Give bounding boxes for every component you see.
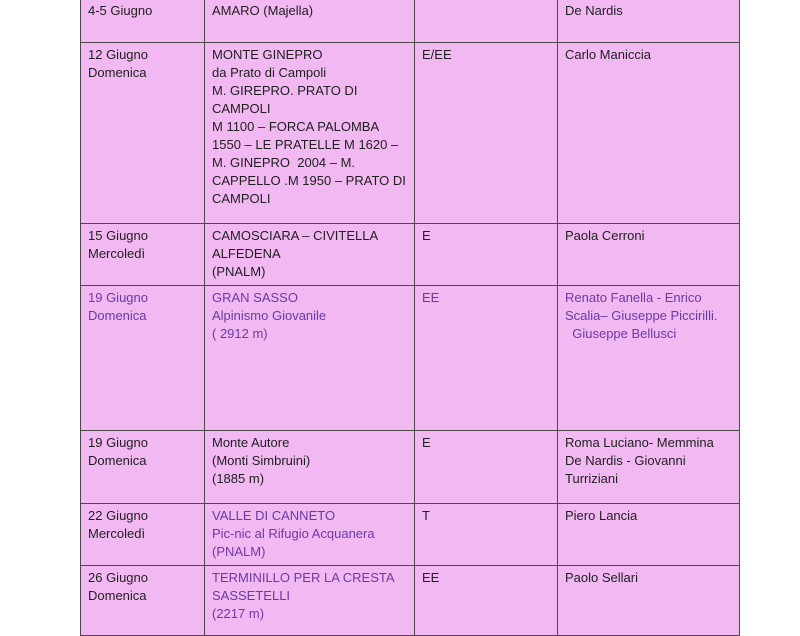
difficulty-cell	[415, 43, 558, 224]
difficulty-value	[422, 0, 551, 2]
difficulty-value: T	[422, 508, 430, 523]
leaders-cell	[558, 431, 740, 504]
date-cell	[81, 566, 205, 636]
destination-cell	[205, 224, 415, 286]
destination-line: Monte Autore	[212, 435, 290, 450]
destination-line: (2217 m)	[212, 606, 265, 621]
difficulty-cell	[415, 0, 558, 43]
destination-cell	[205, 43, 415, 224]
destination-line: (Monti Simbruini)	[212, 453, 311, 468]
leaders-cell	[558, 286, 740, 431]
date-line: Domenica	[88, 65, 147, 80]
date-line: 22 Giugno	[88, 508, 148, 523]
leaders-cell	[558, 224, 740, 286]
date-cell	[81, 43, 205, 224]
leaders-line: Paolo Sellari	[565, 570, 638, 585]
destination-line: M. GIREPRO. PRATO DI CAMPOLI	[212, 83, 362, 116]
destination-line: (PNALM)	[212, 264, 266, 279]
date-line: 19 Giugno	[88, 435, 148, 450]
destination-line: GRAN SASSO	[212, 290, 298, 305]
table-row	[81, 504, 740, 566]
leaders-line: Carlo Maniccia	[565, 47, 651, 62]
destination-line: M 1100 – FORCA PALOMBA	[212, 119, 380, 134]
destination-line: 1550 – LE PRATELLE M 1620 –	[212, 137, 399, 152]
difficulty-cell	[415, 566, 558, 636]
date-line: 4-5 Giugno	[88, 3, 153, 18]
difficulty-value: EE	[422, 290, 440, 305]
destination-cell	[205, 286, 415, 431]
destination-cell	[205, 431, 415, 504]
leaders-cell	[558, 0, 740, 43]
destination-line: CAMOSCIARA – CIVITELLA	[212, 228, 379, 243]
date-line: 19 Giugno	[88, 290, 148, 305]
date-line: Domenica	[88, 588, 147, 603]
destination-line: VALLE DI CANNETO	[212, 508, 336, 523]
destination-line: Pic-nic al Rifugio Acquanera	[212, 526, 375, 541]
leaders-cell	[558, 43, 740, 224]
table-row	[81, 431, 740, 504]
leaders-line: Renato Fanella - Enrico	[565, 290, 702, 305]
destination-line: (PNALM)	[212, 544, 266, 559]
difficulty-cell	[415, 286, 558, 431]
date-line: 26 Giugno	[88, 570, 148, 585]
destination-line: AMARO (Majella)	[212, 3, 314, 18]
date-line: Mercoledì	[88, 246, 146, 261]
destination-line: TERMINILLO PER LA CRESTA	[212, 570, 395, 585]
leaders-line: De Nardis - Giovanni	[565, 453, 686, 468]
difficulty-cell	[415, 224, 558, 286]
destination-line: CAPPELLO .M 1950 – PRATO DI	[212, 173, 406, 188]
destination-line: SASSETELLI	[212, 588, 291, 603]
destination-line: da Prato di Campoli	[212, 65, 327, 80]
destination-line: M. GINEPRO 2004 – M.	[212, 155, 356, 170]
difficulty-cell	[415, 431, 558, 504]
date-line: Domenica	[88, 453, 147, 468]
date-line: 15 Giugno	[88, 228, 148, 243]
difficulty-value: E	[422, 228, 431, 243]
leaders-line: De Nardis	[565, 3, 623, 18]
destination-cell	[205, 0, 415, 43]
date-cell	[81, 431, 205, 504]
destination-cell	[205, 566, 415, 636]
table-row	[81, 0, 740, 43]
table-row	[81, 43, 740, 224]
leaders-line: Giuseppe Bellusci	[565, 326, 677, 341]
difficulty-value: E/EE	[422, 47, 452, 62]
date-cell	[81, 504, 205, 566]
date-line: 12 Giugno	[88, 47, 148, 62]
difficulty-value: EE	[422, 570, 440, 585]
excursion-table	[80, 0, 740, 636]
destination-line: MONTE GINEPRO	[212, 47, 323, 62]
destination-line: ALFEDENA	[212, 246, 281, 261]
excursion-calendar-page	[80, 0, 739, 636]
destination-line: (1885 m)	[212, 471, 265, 486]
date-cell	[81, 0, 205, 43]
date-line: Mercoledì	[88, 526, 146, 541]
destination-line: Alpinismo Giovanile	[212, 308, 327, 323]
leaders-cell	[558, 504, 740, 566]
destination-cell	[205, 504, 415, 566]
destination-line: ( 2912 m)	[212, 326, 268, 341]
difficulty-value: E	[422, 435, 431, 450]
destination-line: CAMPOLI	[212, 191, 271, 206]
date-cell	[81, 224, 205, 286]
difficulty-cell	[415, 504, 558, 566]
leaders-line: Piero Lancia	[565, 508, 638, 523]
leaders-line: Turriziani	[565, 471, 618, 486]
leaders-line: Scalia– Giuseppe Piccirilli.	[565, 308, 718, 323]
table-row	[81, 224, 740, 286]
leaders-line: Roma Luciano- Memmina	[565, 435, 714, 450]
table-row	[81, 286, 740, 431]
leaders-line: Paola Cerroni	[565, 228, 645, 243]
table-row	[81, 566, 740, 636]
date-cell	[81, 286, 205, 431]
leaders-cell	[558, 566, 740, 636]
date-line: Domenica	[88, 308, 147, 323]
